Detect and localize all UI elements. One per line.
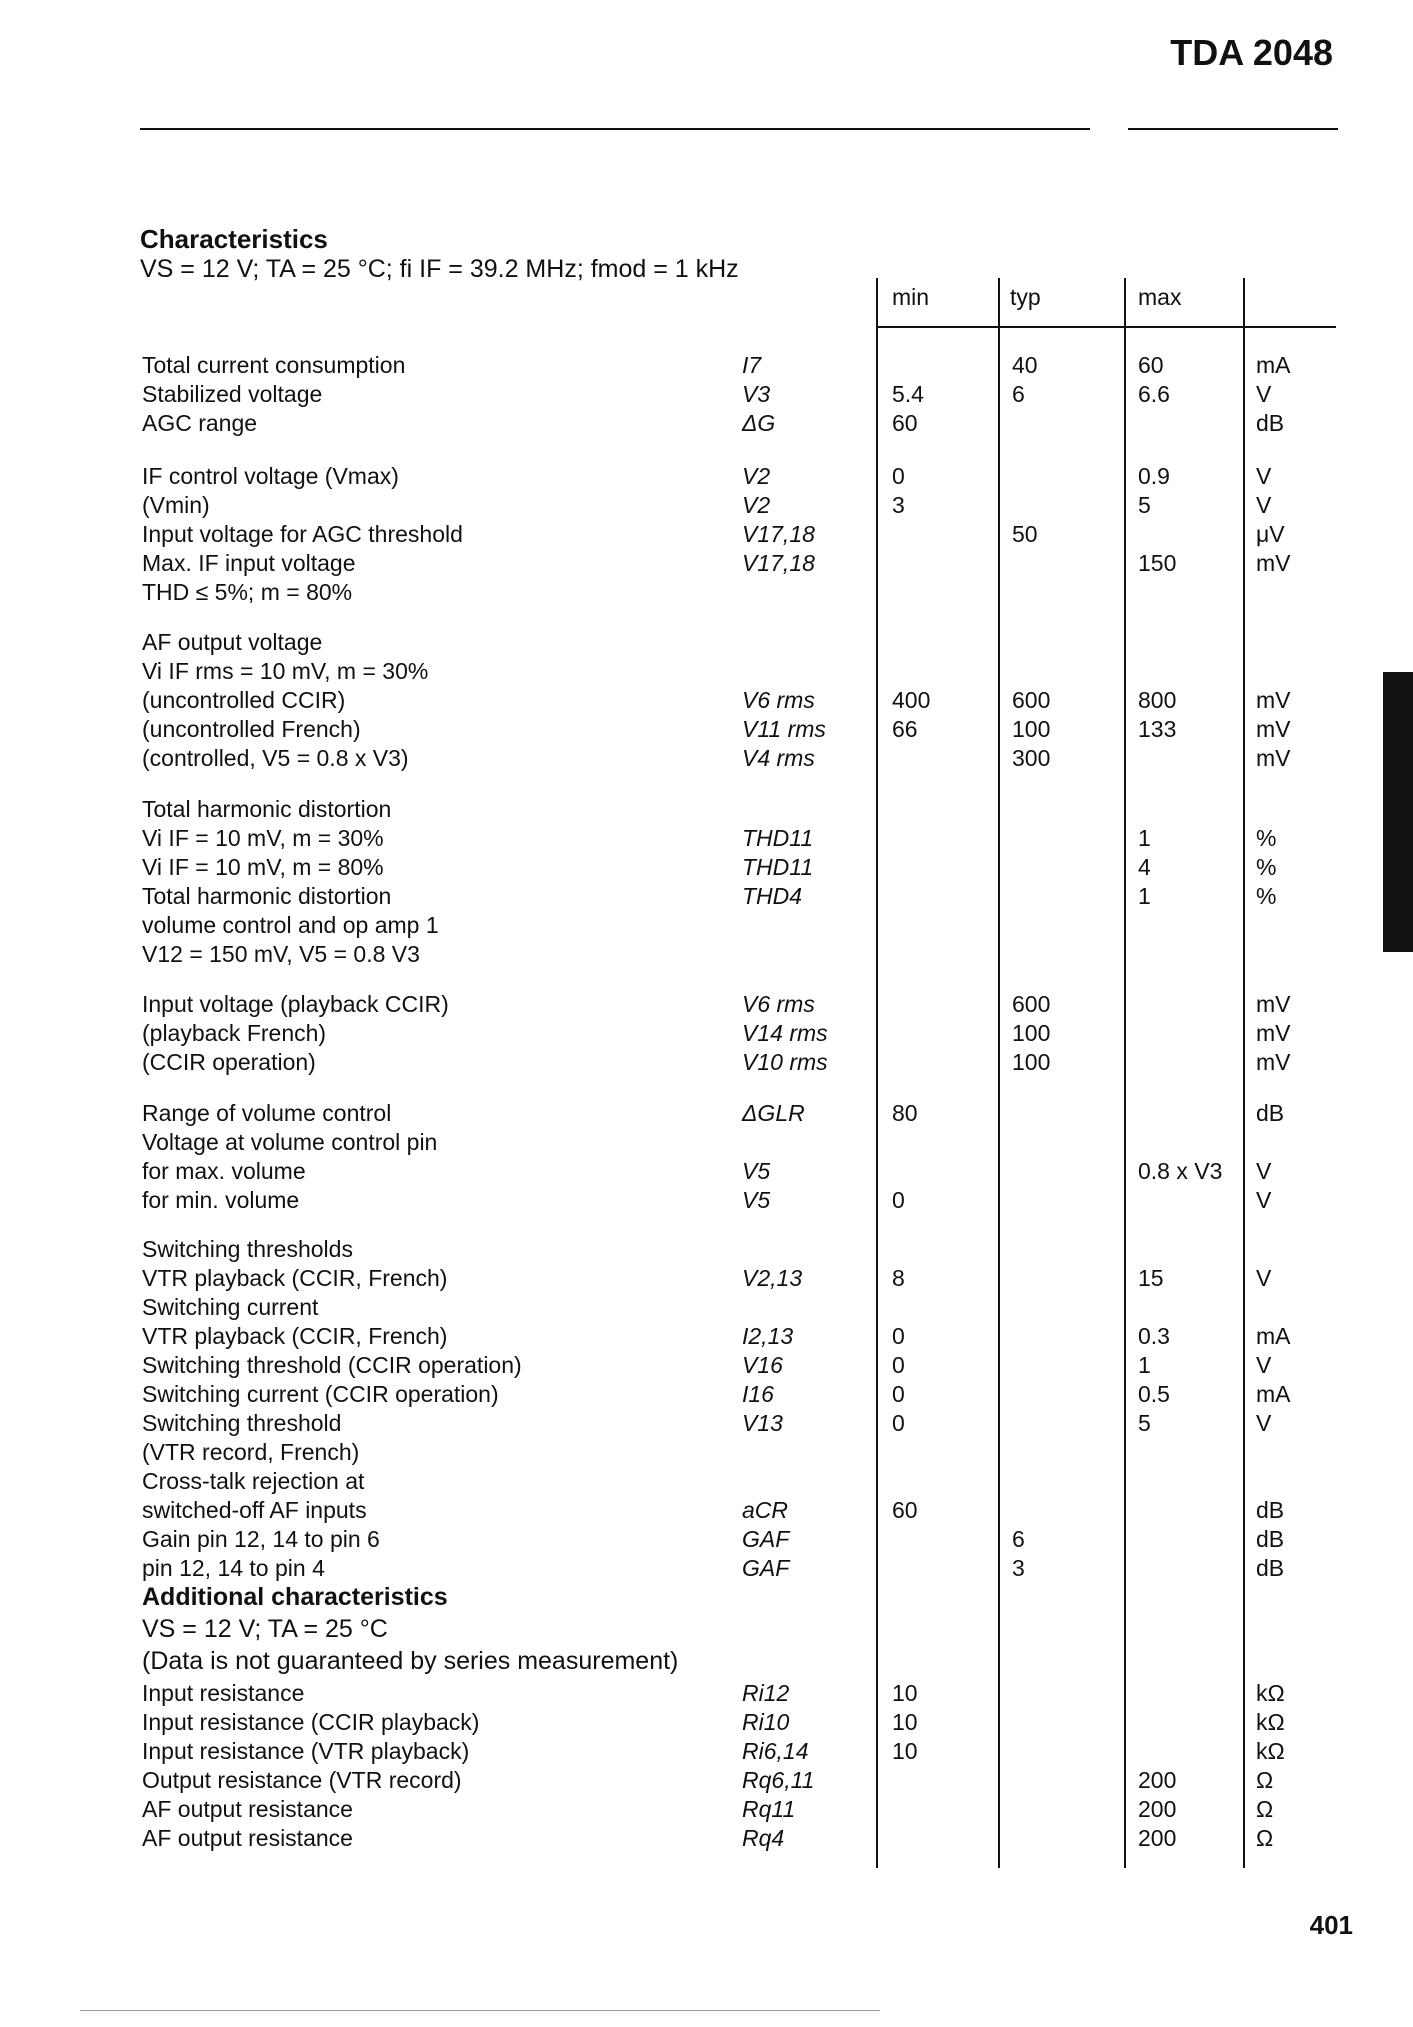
table-row [0,1553,1413,1583]
cell-label: Input voltage for AGC threshold [142,521,463,547]
table-row [0,939,1413,969]
cell-label: Switching threshold (CCIR operation) [142,1352,522,1378]
table-row [0,1707,1413,1737]
cell-label: pin 12, 14 to pin 4 [142,1555,325,1581]
cell-label: switched-off AF inputs [142,1497,367,1523]
cell-max: 200 [1138,1767,1177,1793]
cell-typ: 100 [1012,1049,1051,1075]
table-row [0,1408,1413,1438]
cell-label: AF output voltage [142,629,323,655]
table-row [0,685,1413,715]
table-row [0,1646,1413,1676]
column-header-typ: typ [1010,284,1041,310]
cell-label: (Data is not guaranteed by series measurement) [142,1647,679,1675]
cell-sym: V6 rms [742,991,815,1017]
column-header-min: min [892,284,930,310]
cell-typ: 300 [1012,745,1051,771]
cell-label: Input resistance [142,1680,305,1706]
cell-sym: V13 [742,1410,783,1436]
cell-max: 150 [1138,550,1177,576]
cell-max: 800 [1138,687,1177,713]
cell-label: (VTR record, French) [142,1439,360,1465]
table-row [0,1495,1413,1525]
table-row [0,1350,1413,1380]
cell-sym: Rq4 [742,1825,785,1851]
table-row [0,1466,1413,1496]
cell-label: IF control voltage (Vmax) [142,463,399,489]
table-row [0,548,1413,578]
cell-unit: V [1256,463,1272,489]
cell-sym: I16 [742,1381,774,1407]
cell-min: 10 [892,1709,918,1735]
cell-sym: Ri12 [742,1680,790,1706]
cell-unit: dB [1256,410,1285,436]
table-row [0,379,1413,409]
table-row [0,350,1413,380]
cell-unit: dB [1256,1497,1285,1523]
cell-sym: V3 [742,381,771,407]
table-row [0,1234,1413,1264]
cell-unit: mV [1256,1049,1291,1075]
cell-label: THD ≤ 5%; m = 80% [142,579,353,605]
cell-sym: V11 rms [742,716,826,742]
cell-unit: dB [1256,1100,1285,1126]
cell-typ: 600 [1012,991,1051,1017]
cell-unit: dB [1256,1555,1285,1581]
table-row [0,1321,1413,1351]
table-row [0,1437,1413,1467]
cell-max: 0.9 [1138,463,1170,489]
cell-sym: THD11 [742,854,814,880]
cell-sym: aCR [742,1497,789,1523]
cell-label: (CCIR operation) [142,1049,316,1075]
cell-max: 0.5 [1138,1381,1170,1407]
cell-sym: Rq11 [742,1796,796,1822]
cell-sym: THD4 [742,883,803,909]
cell-min: 0 [892,1410,905,1436]
cell-sym: THD11 [742,825,814,851]
table-row [0,910,1413,940]
cell-sym: GAF [742,1555,790,1581]
cell-unit: Ω [1256,1767,1274,1793]
cell-sym: Rq6,11 [742,1767,815,1793]
cell-label: Output resistance (VTR record) [142,1767,462,1793]
cell-sym: V2 [742,463,771,489]
cell-sym: V2,13 [742,1265,803,1291]
cell-sym: I7 [742,352,762,378]
table-row [0,1018,1413,1048]
cell-min: 0 [892,1352,905,1378]
cell-min: 80 [892,1100,918,1126]
cell-unit: mA [1256,1323,1291,1349]
cell-min: 5.4 [892,381,924,407]
table-row [0,1263,1413,1293]
cell-label: AF output resistance [142,1796,353,1822]
cell-unit: Ω [1256,1825,1274,1851]
cell-max: 133 [1138,716,1177,742]
cell-min: 400 [892,687,931,713]
cell-sym: Ri10 [742,1709,790,1735]
cell-min: 10 [892,1680,918,1706]
cell-unit: mV [1256,550,1291,576]
cell-unit: mA [1256,352,1291,378]
cell-min: 8 [892,1265,905,1291]
cell-typ: 40 [1012,352,1038,378]
cell-typ: 50 [1012,521,1038,547]
cell-sym: V17,18 [742,550,815,576]
cell-max: 1 [1138,883,1151,909]
table-row [0,823,1413,853]
page-number: 401 [1309,1910,1353,1940]
cell-unit: V [1256,1265,1272,1291]
cell-typ: 100 [1012,1020,1051,1046]
cell-label: Switching current [142,1294,319,1320]
cell-typ: 100 [1012,716,1051,742]
cell-label: for min. volume [142,1187,300,1213]
section-conditions: VS = 12 V; TA = 25 °C; fi IF = 39.2 MHz; fmod = 1 kHz [140,255,739,283]
cell-min: 10 [892,1738,918,1764]
table-row [0,714,1413,744]
cell-min: 0 [892,1323,905,1349]
table-row [0,881,1413,911]
cell-label: (controlled, V5 = 0.8 x V3) [142,745,409,771]
cell-unit: Ω [1256,1796,1274,1822]
cell-unit: kΩ [1256,1738,1285,1764]
cell-max: 200 [1138,1796,1177,1822]
section-title: Characteristics [140,224,328,254]
table-row [0,408,1413,438]
cell-unit: % [1256,825,1277,851]
cell-label: for max. volume [142,1158,306,1184]
header-rule-right [1128,128,1338,130]
cell-label: (Vmin) [142,492,210,518]
cell-min: 0 [892,1381,905,1407]
table-row [0,1098,1413,1128]
table-row [0,627,1413,657]
header-underline [876,326,1336,328]
table-row [0,1127,1413,1157]
cell-unit: dB [1256,1526,1285,1552]
cell-label: VTR playback (CCIR, French) [142,1323,448,1349]
cell-sym: V14 rms [742,1020,828,1046]
cell-max: 60 [1138,352,1164,378]
cell-typ: 3 [1012,1555,1025,1581]
cell-label: Cross-talk rejection at [142,1468,365,1494]
table-row [0,794,1413,824]
cell-max: 1 [1138,825,1151,851]
table-row [0,1156,1413,1186]
cell-sym: Ri6,14 [742,1738,809,1764]
cell-label: Switching current (CCIR operation) [142,1381,499,1407]
table-row [0,1794,1413,1824]
table-row [0,490,1413,520]
cell-label: AGC range [142,410,258,436]
cell-unit: kΩ [1256,1709,1285,1735]
table-row [0,1379,1413,1409]
cell-max: 0.3 [1138,1323,1170,1349]
table-row [0,1292,1413,1322]
table-row [0,1582,1413,1612]
cell-min: 3 [892,492,905,518]
table-row [0,1678,1413,1708]
cell-unit: mV [1256,1020,1291,1046]
cell-typ: 6 [1012,1526,1025,1552]
cell-label: volume control and op amp 1 [142,912,439,938]
cell-label: (uncontrolled CCIR) [142,687,346,713]
header-rule-left [140,128,1090,130]
cell-unit: V [1256,1410,1272,1436]
table-row [0,1524,1413,1554]
cell-label: (playback French) [142,1020,327,1046]
cell-unit: kΩ [1256,1680,1285,1706]
cell-max: 1 [1138,1352,1151,1378]
cell-sym: V4 rms [742,745,815,771]
cell-unit: V [1256,492,1272,518]
cell-sym: I2,13 [742,1323,794,1349]
cell-unit: V [1256,1352,1272,1378]
table-row [0,577,1413,607]
cell-sym: V6 rms [742,687,815,713]
cell-label: AF output resistance [142,1825,353,1851]
cell-sym: V10 rms [742,1049,828,1075]
cell-unit: V [1256,1187,1272,1213]
cell-sym: ΔG [742,410,776,436]
cell-label: Range of volume control [142,1100,392,1126]
cell-min: 0 [892,1187,905,1213]
cell-sym: V17,18 [742,521,815,547]
cell-max: 15 [1138,1265,1164,1291]
cell-label: Input resistance (VTR playback) [142,1738,470,1764]
cell-max: 6.6 [1138,381,1170,407]
cell-min: 66 [892,716,918,742]
cell-sym: V16 [742,1352,783,1378]
cell-label: Input resistance (CCIR playback) [142,1709,480,1735]
cell-label: Input voltage (playback CCIR) [142,991,449,1017]
table-row [0,519,1413,549]
cell-label: Stabilized voltage [142,381,323,407]
cell-unit: mA [1256,1381,1291,1407]
table-row [0,1765,1413,1795]
cell-label: Max. IF input voltage [142,550,356,576]
table-row [0,852,1413,882]
cell-min: 60 [892,1497,918,1523]
cell-max: 4 [1138,854,1151,880]
table-row [0,989,1413,1019]
cell-unit: % [1256,883,1277,909]
cell-unit: mV [1256,745,1291,771]
cell-typ: 6 [1012,381,1025,407]
cell-label: Vi IF rms = 10 mV, m = 30% [142,658,429,684]
cell-label: VS = 12 V; TA = 25 °C [142,1615,388,1643]
cell-unit: V [1256,381,1272,407]
table-row [0,1185,1413,1215]
cell-label: Total harmonic distortion [142,883,392,909]
cell-min: 60 [892,410,918,436]
table-row [0,1823,1413,1853]
table-row [0,1614,1413,1644]
cell-max: 5 [1138,492,1151,518]
cell-sym: V5 [742,1158,771,1184]
cell-label: V12 = 150 mV, V5 = 0.8 V3 [142,941,420,967]
table-row [0,1047,1413,1077]
bottom-rule [80,2010,880,2011]
cell-label: Total current consumption [142,352,406,378]
table-row [0,743,1413,773]
cell-label: Total harmonic distortion [142,796,392,822]
cell-unit: mV [1256,716,1291,742]
cell-unit: mV [1256,687,1291,713]
cell-label: Switching threshold [142,1410,342,1436]
cell-unit: mV [1256,991,1291,1017]
cell-label: Additional characteristics [142,1583,448,1611]
table-row [0,461,1413,491]
cell-min: 0 [892,463,905,489]
cell-max: 0.8 x V3 [1138,1158,1223,1184]
cell-label: VTR playback (CCIR, French) [142,1265,448,1291]
cell-unit: μV [1256,521,1285,547]
cell-label: Vi IF = 10 mV, m = 30% [142,825,384,851]
cell-sym: V2 [742,492,771,518]
cell-sym: ΔGLR [742,1100,805,1126]
cell-sym: V5 [742,1187,771,1213]
cell-typ: 600 [1012,687,1051,713]
cell-max: 200 [1138,1825,1177,1851]
cell-max: 5 [1138,1410,1151,1436]
cell-label: Voltage at volume control pin [142,1129,438,1155]
part-number: TDA 2048 [1170,32,1333,73]
cell-label: Switching thresholds [142,1236,353,1262]
cell-label: (uncontrolled French) [142,716,361,742]
table-row [0,1736,1413,1766]
cell-label: Vi IF = 10 mV, m = 80% [142,854,384,880]
cell-label: Gain pin 12, 14 to pin 6 [142,1526,380,1552]
cell-unit: V [1256,1158,1272,1184]
column-header-max: max [1138,284,1182,310]
cell-unit: % [1256,854,1277,880]
cell-sym: GAF [742,1526,790,1552]
table-row [0,656,1413,686]
